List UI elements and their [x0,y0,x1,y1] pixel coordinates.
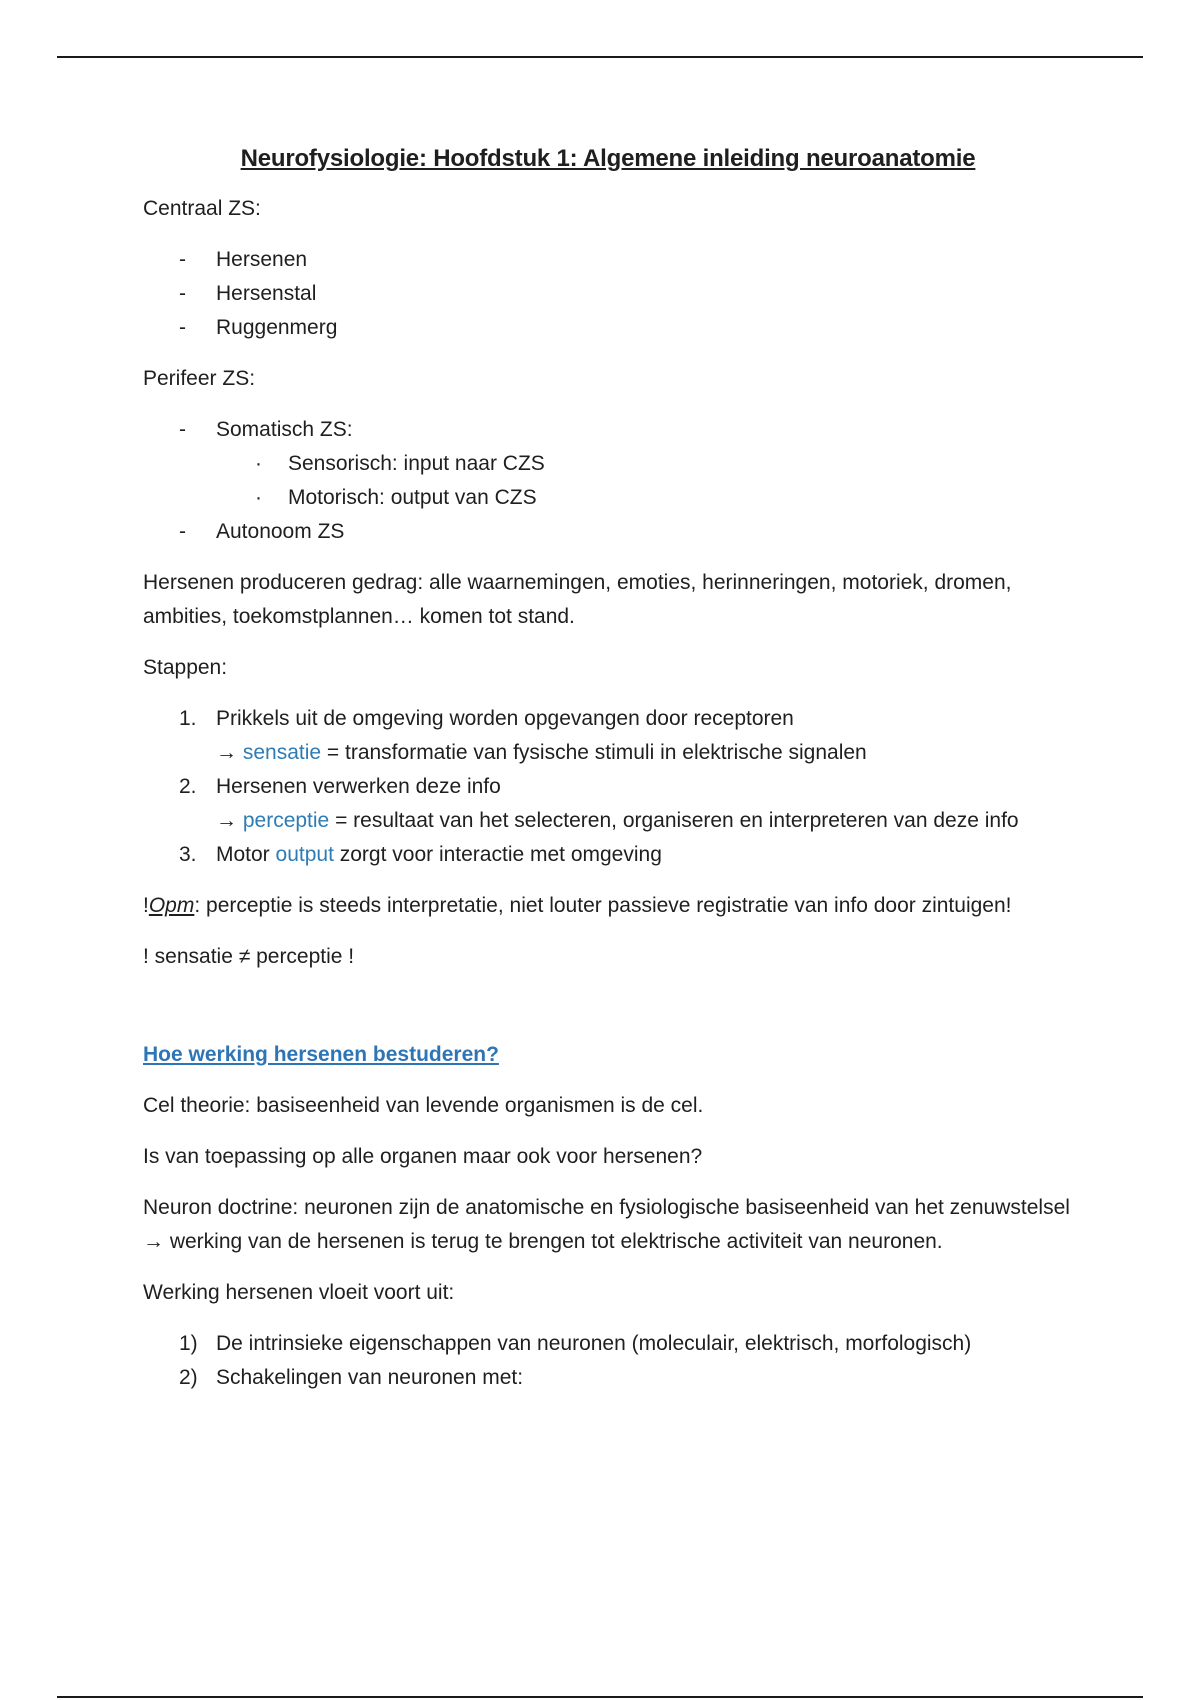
step-item: 1. Prikkels uit de omgeving worden opgevangen door receptoren → sensatie = transformatie van fysische stimuli in elektrische signalen [179,707,867,764]
list-item: - Hersenstal [179,282,317,305]
steps-list [143,702,1073,872]
neuron-doctrine: Neuron doctrine: neuronen zijn de anatomische en fysiologische basiseenheid van het zenuwstelsel → werking van de hersenen is terug te brengen tot elektrische activiteit van neuronen. [143,1196,1070,1253]
list-item: - Ruggenmerg [179,316,338,339]
pzs-heading: Perifeer ZS: [143,367,256,390]
question-paragraph: Is van toepassing op alle organen maar ook voor hersenen? [143,1145,703,1168]
step-item: 3. Motor output zorgt voor interactie met omgeving [179,843,662,866]
document-page [143,142,1073,1412]
section-heading: Hoe werking hersenen bestuderen? [143,1043,499,1066]
opm-label: Opm [148,894,195,917]
origin-item: 1) De intrinsieke eigenschappen van neuronen (moleculair, elektrisch, morfologisch) [179,1332,972,1355]
header-rule [57,56,1143,58]
steps-heading: Stappen: [143,656,228,679]
sub-list-item: · Motorisch: output van CZS [255,486,537,509]
list-item: - Hersenen [179,248,308,271]
cell-theory: Cel theorie: basiseenheid van levende organismen is de cel. [143,1094,704,1117]
sub-list-item: · Sensorisch: input naar CZS [255,452,545,475]
step-item: 2. Hersenen verwerken deze info → perceptie = resultaat van het selecteren, organiseren en interpreteren van deze info [179,775,1019,832]
origin-list [143,1327,1073,1395]
list-item: - Somatisch ZS: [179,418,353,441]
term-perceptie: perceptie [242,809,330,832]
origin-heading: Werking hersenen vloeit voort uit: [143,1281,455,1304]
czs-heading: Centraal ZS: [143,197,261,220]
term-output: output [275,843,334,866]
footer-rule [57,1696,1143,1698]
note-paragraph: !Opm: perceptie is steeds interpretatie, niet louter passieve registratie van info door zintuigen! [143,894,1012,917]
origin-item: 2) Schakelingen van neuronen met: [179,1366,524,1389]
behaviour-paragraph: Hersenen produceren gedrag: alle waarnemingen, emoties, herinneringen, motoriek, dromen, ambities, toekomstplannen… komen tot stand. [143,571,1012,628]
list-item: - Autonoom ZS [179,520,345,543]
page-title: Neurofysiologie: Hoofdstuk 1: Algemene inleiding neuroanatomie [240,145,976,172]
czs-list [143,243,1073,345]
neq-paragraph: ! sensatie ≠ perceptie ! [143,945,355,968]
pzs-list [143,413,1073,549]
term-sensatie: sensatie [242,741,322,764]
